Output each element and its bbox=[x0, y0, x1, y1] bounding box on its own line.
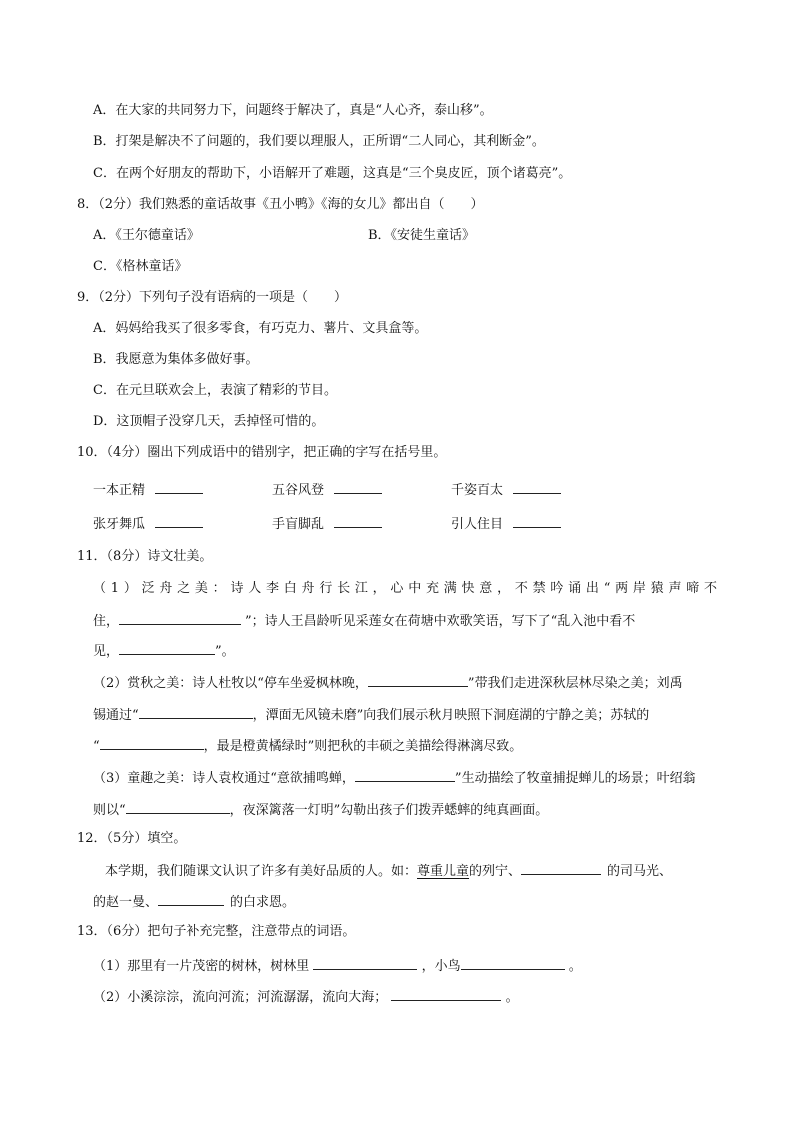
answer-blank[interactable] bbox=[513, 479, 561, 494]
q11-part1-line2: 住， ”；诗人王昌龄听见采莲女在荷塘中欢歌笑语，写下了“乱入池中看不 bbox=[93, 610, 635, 632]
q9-option-d: D．这顶帽子没穿几天，丢掉怪可惜的。 bbox=[93, 414, 325, 429]
q11-part1-line1: （1）泛舟之美：诗人李白舟行长江，心中充满快意，不禁吟诵出“两岸猿声啼不 bbox=[93, 581, 718, 596]
answer-blank[interactable] bbox=[158, 891, 224, 906]
q11-part2-line3: “ ，最是橙黄橘绿时”则把秋的丰硕之美描绘得淋漓尽致。 bbox=[93, 735, 522, 757]
answer-blank[interactable] bbox=[119, 640, 215, 655]
answer-blank[interactable] bbox=[334, 513, 382, 528]
q9-option-b: B．我愿意为集体多做好事。 bbox=[93, 352, 259, 367]
q11-part1-line3: 见， ”。 bbox=[93, 640, 235, 662]
q13-sentence2: （2）小溪淙淙，流向河流；河流潺潺，流向大海； 。 bbox=[93, 986, 519, 1008]
answer-blank[interactable] bbox=[313, 955, 417, 970]
answer-blank[interactable] bbox=[100, 735, 204, 750]
answer-blank[interactable] bbox=[155, 479, 203, 494]
q9-stem: 9．（2分）下列句子没有语病的一项是（ ） bbox=[77, 290, 348, 305]
q9-option-a: A．妈妈给我买了很多零食，有巧克力、薯片、文具盒等。 bbox=[93, 321, 428, 336]
q10-item: 张牙舞瓜 bbox=[93, 513, 203, 535]
q7-option-b: B．打架是解决不了问题的，我们要以理服人，正所谓“二人同心，其利断金”。 bbox=[93, 134, 545, 149]
q7-option-a: A．在大家的共同努力下，问题终于解决了，真是“人心齐，泰山移”。 bbox=[93, 103, 493, 118]
q11-part3-line1: （3）童趣之美：诗人袁枚通过“意欲捕鸣蝉， ”生动描绘了牧童捕捉蝉儿的场景；叶绍翁 bbox=[93, 767, 696, 789]
q10-item: 五谷风登 bbox=[272, 479, 382, 501]
q12-stem: 12．（5分）填空。 bbox=[77, 831, 187, 846]
q11-part2-line1: （2）赏秋之美：诗人杜牧以“停车坐爱枫林晚， ”带我们走进深秋层林尽染之美；刘禹 bbox=[93, 672, 683, 694]
answer-blank[interactable] bbox=[391, 986, 501, 1001]
q13-stem: 13．（6分）把句子补充完整，注意带点的词语。 bbox=[77, 924, 356, 939]
q12-line1: 本学期，我们随课文认识了许多有美好品质的人。如：尊重儿童的列宁、 的司马光、 bbox=[105, 860, 672, 882]
q11-stem: 11．（8分）诗文壮美。 bbox=[77, 549, 213, 564]
q10-stem: 10．（4分）圈出下列成语中的错别字，把正确的字写在括号里。 bbox=[77, 445, 447, 460]
q8-option-a: A．《王尔德童话》 bbox=[93, 228, 200, 243]
answer-blank[interactable] bbox=[355, 767, 455, 782]
answer-blank[interactable] bbox=[513, 513, 561, 528]
q10-item: 引人住目 bbox=[451, 513, 561, 535]
q10-item: 千姿百太 bbox=[451, 479, 561, 501]
answer-blank[interactable] bbox=[461, 955, 565, 970]
q8-option-c: C．《格林童话》 bbox=[93, 259, 188, 274]
answer-blank[interactable] bbox=[368, 672, 468, 687]
q7-option-c: C．在两个好朋友的帮助下，小语解开了难题，这真是“三个臭皮匠，顶个诸葛亮”。 bbox=[93, 166, 572, 181]
dotted-emphasis: 尊重儿童 bbox=[417, 864, 470, 879]
answer-blank[interactable] bbox=[521, 860, 601, 875]
q11-part3-line2: 则以“ ，夜深篱落一灯明”勾勒出孩子们拨弄蟋蟀的纯真画面。 bbox=[93, 799, 548, 821]
q10-item: 手盲脚乱 bbox=[272, 513, 382, 535]
q11-part2-line2: 锡通过“ ，潭面无风镜未磨”向我们展示秋月映照下洞庭湖的宁静之美；苏轼的 bbox=[93, 704, 649, 726]
q10-item: 一本正精 bbox=[93, 479, 203, 501]
q9-option-c: C．在元旦联欢会上，表演了精彩的节目。 bbox=[93, 383, 337, 398]
answer-blank[interactable] bbox=[155, 513, 203, 528]
answer-blank[interactable] bbox=[334, 479, 382, 494]
q13-sentence1: （1）那里有一片茂密的树林，树林里 ，小鸟 。 bbox=[93, 955, 582, 977]
answer-blank[interactable] bbox=[139, 704, 253, 719]
q8-stem: 8．（2分）我们熟悉的童话故事《丑小鸭》《海的女儿》都出自（ ） bbox=[77, 197, 484, 212]
q8-option-b: B．《安徒生童话》 bbox=[368, 228, 476, 243]
q12-line2: 的赵一曼、 的白求恩。 bbox=[93, 891, 295, 913]
answer-blank[interactable] bbox=[119, 610, 241, 625]
answer-blank[interactable] bbox=[126, 799, 230, 814]
